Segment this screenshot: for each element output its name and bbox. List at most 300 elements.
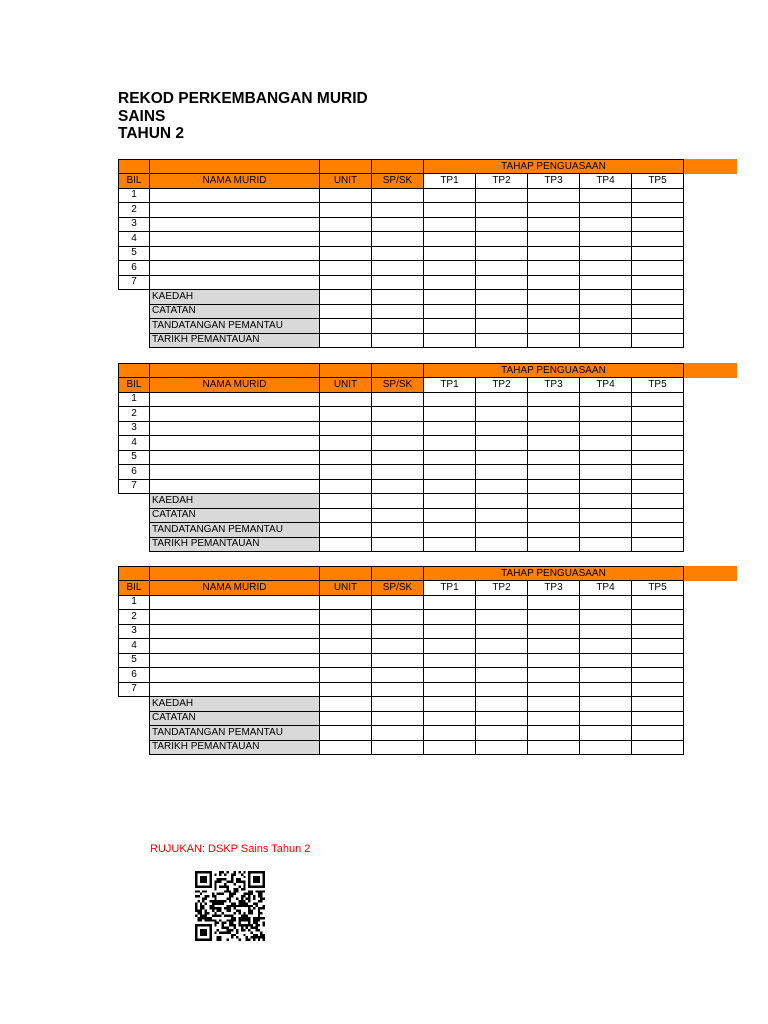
meta-tp4-cell[interactable]	[580, 290, 632, 305]
tp1-cell[interactable]	[424, 436, 476, 451]
meta-unit-cell[interactable]	[320, 740, 372, 755]
meta-tp4-cell[interactable]	[580, 523, 632, 538]
tp4-cell[interactable]	[580, 682, 632, 697]
sp-sk-cell[interactable]	[372, 421, 424, 436]
tp2-cell[interactable]	[476, 392, 528, 407]
tp5-cell[interactable]	[632, 479, 684, 494]
meta-tp5-cell[interactable]	[632, 537, 684, 552]
meta-tp1-cell[interactable]	[424, 740, 476, 755]
student-name-cell[interactable]	[150, 653, 320, 668]
meta-tp2-cell[interactable]	[476, 494, 528, 509]
table-row	[119, 275, 684, 290]
unit-cell[interactable]	[320, 275, 372, 290]
meta-tp5-cell[interactable]	[632, 711, 684, 726]
table-row	[119, 682, 684, 697]
unit-cell[interactable]	[320, 682, 372, 697]
column-tp5: TP5	[632, 378, 684, 393]
sp-sk-cell[interactable]	[372, 653, 424, 668]
sp-sk-cell[interactable]	[372, 595, 424, 610]
meta-unit-cell[interactable]	[320, 697, 372, 712]
meta-tp1-cell[interactable]	[424, 537, 476, 552]
tp2-cell[interactable]	[476, 610, 528, 625]
unit-cell[interactable]	[320, 639, 372, 654]
column-tp1: TP1	[424, 581, 476, 596]
unit-cell[interactable]	[320, 465, 372, 480]
tp3-cell[interactable]	[528, 450, 580, 465]
tp3-cell[interactable]	[528, 436, 580, 451]
meta-label: TANDATANGAN PEMANTAU	[150, 319, 320, 334]
tp1-cell[interactable]	[424, 392, 476, 407]
meta-tp5-cell[interactable]	[632, 523, 684, 538]
student-name-cell[interactable]	[150, 203, 320, 218]
tp3-cell[interactable]	[528, 188, 580, 203]
unit-cell[interactable]	[320, 421, 372, 436]
meta-tp2-cell[interactable]	[476, 726, 528, 741]
row-number: 5	[119, 653, 150, 668]
tp5-cell[interactable]	[632, 407, 684, 422]
unit-cell[interactable]	[320, 653, 372, 668]
meta-tp2-cell[interactable]	[476, 740, 528, 755]
meta-tp5-cell[interactable]	[632, 333, 684, 348]
meta-tp4-cell[interactable]	[580, 508, 632, 523]
unit-cell[interactable]	[320, 188, 372, 203]
meta-tp3-cell[interactable]	[528, 319, 580, 334]
tp3-cell[interactable]	[528, 203, 580, 218]
unit-cell[interactable]	[320, 392, 372, 407]
column-nama-murid: NAMA MURID	[150, 581, 320, 596]
sp-sk-cell[interactable]	[372, 217, 424, 232]
student-name-cell[interactable]	[150, 668, 320, 683]
meta-tp5-cell[interactable]	[632, 740, 684, 755]
tp5-cell[interactable]	[632, 275, 684, 290]
meta-tp2-cell[interactable]	[476, 537, 528, 552]
row-number: 1	[119, 392, 150, 407]
student-name-cell[interactable]	[150, 217, 320, 232]
tp3-cell[interactable]	[528, 407, 580, 422]
tp5-cell[interactable]	[632, 450, 684, 465]
meta-sp-sk-cell[interactable]	[372, 697, 424, 712]
tp2-cell[interactable]	[476, 668, 528, 683]
tp5-cell[interactable]	[632, 595, 684, 610]
meta-tp3-cell[interactable]	[528, 304, 580, 319]
empty-bil-cell	[119, 494, 150, 509]
meta-tp1-cell[interactable]	[424, 697, 476, 712]
sp-sk-cell[interactable]	[372, 275, 424, 290]
meta-tp5-cell[interactable]	[632, 508, 684, 523]
tp4-cell[interactable]	[580, 436, 632, 451]
tp1-cell[interactable]	[424, 682, 476, 697]
tp4-cell[interactable]	[580, 450, 632, 465]
tp5-cell[interactable]	[632, 261, 684, 276]
meta-tp3-cell[interactable]	[528, 697, 580, 712]
tp1-cell[interactable]	[424, 624, 476, 639]
table-row	[119, 407, 684, 422]
meta-label: CATATAN	[150, 711, 320, 726]
tp1-cell[interactable]	[424, 261, 476, 276]
sp-sk-cell[interactable]	[372, 188, 424, 203]
tp2-cell[interactable]	[476, 246, 528, 261]
meta-unit-cell[interactable]	[320, 319, 372, 334]
tp3-cell[interactable]	[528, 421, 580, 436]
tp4-cell[interactable]	[580, 246, 632, 261]
meta-row	[119, 740, 684, 755]
meta-tp3-cell[interactable]	[528, 290, 580, 305]
meta-unit-cell[interactable]	[320, 508, 372, 523]
meta-tp1-cell[interactable]	[424, 290, 476, 305]
empty-bil-cell	[119, 697, 150, 712]
meta-tp2-cell[interactable]	[476, 711, 528, 726]
tp5-cell[interactable]	[632, 653, 684, 668]
tp2-cell[interactable]	[476, 595, 528, 610]
tp5-cell[interactable]	[632, 465, 684, 480]
student-name-cell[interactable]	[150, 261, 320, 276]
table-row	[119, 203, 684, 218]
meta-label: TARIKH PEMANTAUAN	[150, 333, 320, 348]
tp3-cell[interactable]	[528, 261, 580, 276]
tp3-cell[interactable]	[528, 232, 580, 247]
title-line-1: REKOD PERKEMBANGAN MURID	[118, 90, 368, 107]
tp1-cell[interactable]	[424, 668, 476, 683]
tp2-cell[interactable]	[476, 421, 528, 436]
sp-sk-cell[interactable]	[372, 465, 424, 480]
meta-tp3-cell[interactable]	[528, 711, 580, 726]
meta-unit-cell[interactable]	[320, 711, 372, 726]
sp-sk-cell[interactable]	[372, 261, 424, 276]
meta-tp4-cell[interactable]	[580, 697, 632, 712]
meta-label: CATATAN	[150, 508, 320, 523]
meta-tp1-cell[interactable]	[424, 508, 476, 523]
column-unit: UNIT	[320, 174, 372, 189]
tp5-cell[interactable]	[632, 232, 684, 247]
student-name-cell[interactable]	[150, 479, 320, 494]
sp-sk-cell[interactable]	[372, 232, 424, 247]
sp-sk-cell[interactable]	[372, 203, 424, 218]
meta-tp5-cell[interactable]	[632, 726, 684, 741]
tp4-cell[interactable]	[580, 421, 632, 436]
sp-sk-cell[interactable]	[372, 407, 424, 422]
tp3-cell[interactable]	[528, 479, 580, 494]
meta-tp4-cell[interactable]	[580, 319, 632, 334]
unit-cell[interactable]	[320, 436, 372, 451]
tp4-cell[interactable]	[580, 392, 632, 407]
meta-sp-sk-cell[interactable]	[372, 333, 424, 348]
unit-cell[interactable]	[320, 595, 372, 610]
meta-tp1-cell[interactable]	[424, 711, 476, 726]
meta-sp-sk-cell[interactable]	[372, 304, 424, 319]
tp4-cell[interactable]	[580, 188, 632, 203]
tp3-cell[interactable]	[528, 610, 580, 625]
column-tp2: TP2	[476, 378, 528, 393]
tp4-cell[interactable]	[580, 639, 632, 654]
tp1-cell[interactable]	[424, 610, 476, 625]
student-name-cell[interactable]	[150, 392, 320, 407]
tp3-cell[interactable]	[528, 682, 580, 697]
tp2-cell[interactable]	[476, 639, 528, 654]
row-number: 4	[119, 232, 150, 247]
unit-cell[interactable]	[320, 479, 372, 494]
empty-bil-cell	[119, 333, 150, 348]
meta-unit-cell[interactable]	[320, 523, 372, 538]
meta-tp5-cell[interactable]	[632, 304, 684, 319]
meta-row	[119, 726, 684, 741]
tp2-cell[interactable]	[476, 203, 528, 218]
tp2-cell[interactable]	[476, 436, 528, 451]
column-tp3: TP3	[528, 581, 580, 596]
meta-row	[119, 290, 684, 305]
tp1-cell[interactable]	[424, 217, 476, 232]
tp3-cell[interactable]	[528, 653, 580, 668]
table-row	[119, 479, 684, 494]
bil-header-cell	[119, 160, 150, 174]
document-title	[118, 90, 368, 143]
meta-tp4-cell[interactable]	[580, 333, 632, 348]
meta-tp3-cell[interactable]	[528, 523, 580, 538]
table-row	[119, 610, 684, 625]
tp5-cell[interactable]	[632, 246, 684, 261]
tp5-cell[interactable]	[632, 436, 684, 451]
tp1-cell[interactable]	[424, 421, 476, 436]
tp5-cell[interactable]	[632, 682, 684, 697]
meta-label: TARIKH PEMANTAUAN	[150, 537, 320, 552]
meta-tp3-cell[interactable]	[528, 740, 580, 755]
meta-tp2-cell[interactable]	[476, 333, 528, 348]
meta-tp4-cell[interactable]	[580, 304, 632, 319]
tp1-cell[interactable]	[424, 653, 476, 668]
sp-sk-cell[interactable]	[372, 246, 424, 261]
meta-tp2-cell[interactable]	[476, 697, 528, 712]
tp1-cell[interactable]	[424, 232, 476, 247]
table-row	[119, 188, 684, 203]
meta-sp-sk-cell[interactable]	[372, 711, 424, 726]
tp1-cell[interactable]	[424, 595, 476, 610]
sp-sk-cell[interactable]	[372, 624, 424, 639]
meta-unit-cell[interactable]	[320, 304, 372, 319]
meta-tp1-cell[interactable]	[424, 304, 476, 319]
meta-unit-cell[interactable]	[320, 537, 372, 552]
sp-sk-cell[interactable]	[372, 668, 424, 683]
tp5-cell[interactable]	[632, 188, 684, 203]
tp3-cell[interactable]	[528, 275, 580, 290]
tp4-cell[interactable]	[580, 653, 632, 668]
unit-cell[interactable]	[320, 624, 372, 639]
meta-tp4-cell[interactable]	[580, 537, 632, 552]
meta-unit-cell[interactable]	[320, 494, 372, 509]
row-number: 3	[119, 217, 150, 232]
tp2-cell[interactable]	[476, 465, 528, 480]
meta-sp-sk-cell[interactable]	[372, 508, 424, 523]
tp5-cell[interactable]	[632, 217, 684, 232]
tp1-cell[interactable]	[424, 246, 476, 261]
unit-cell[interactable]	[320, 610, 372, 625]
meta-tp2-cell[interactable]	[476, 319, 528, 334]
unit-cell[interactable]	[320, 217, 372, 232]
unit-cell[interactable]	[320, 407, 372, 422]
row-number: 2	[119, 610, 150, 625]
student-name-cell[interactable]	[150, 407, 320, 422]
tp2-cell[interactable]	[476, 624, 528, 639]
tp4-cell[interactable]	[580, 217, 632, 232]
sp-sk-cell[interactable]	[372, 479, 424, 494]
row-number: 3	[119, 421, 150, 436]
unit-cell[interactable]	[320, 246, 372, 261]
tp2-cell[interactable]	[476, 232, 528, 247]
tp3-cell[interactable]	[528, 217, 580, 232]
meta-sp-sk-cell[interactable]	[372, 290, 424, 305]
tp1-cell[interactable]	[424, 639, 476, 654]
unit-cell[interactable]	[320, 232, 372, 247]
student-name-cell[interactable]	[150, 595, 320, 610]
tp2-cell[interactable]	[476, 682, 528, 697]
meta-tp1-cell[interactable]	[424, 726, 476, 741]
meta-tp4-cell[interactable]	[580, 726, 632, 741]
meta-tp3-cell[interactable]	[528, 508, 580, 523]
meta-label: KAEDAH	[150, 697, 320, 712]
tp4-cell[interactable]	[580, 261, 632, 276]
student-name-cell[interactable]	[150, 246, 320, 261]
tp4-cell[interactable]	[580, 275, 632, 290]
student-name-cell[interactable]	[150, 421, 320, 436]
meta-tp3-cell[interactable]	[528, 494, 580, 509]
meta-tp3-cell[interactable]	[528, 333, 580, 348]
tp4-cell[interactable]	[580, 624, 632, 639]
student-name-cell[interactable]	[150, 275, 320, 290]
meta-tp5-cell[interactable]	[632, 290, 684, 305]
meta-tp5-cell[interactable]	[632, 697, 684, 712]
sp-sk-cell[interactable]	[372, 639, 424, 654]
tp1-cell[interactable]	[424, 450, 476, 465]
meta-unit-cell[interactable]	[320, 333, 372, 348]
tp2-cell[interactable]	[476, 261, 528, 276]
meta-sp-sk-cell[interactable]	[372, 537, 424, 552]
meta-sp-sk-cell[interactable]	[372, 726, 424, 741]
meta-tp3-cell[interactable]	[528, 726, 580, 741]
row-number: 6	[119, 668, 150, 683]
tp5-cell[interactable]	[632, 668, 684, 683]
meta-tp1-cell[interactable]	[424, 523, 476, 538]
empty-bil-cell	[119, 319, 150, 334]
tp2-cell[interactable]	[476, 217, 528, 232]
tp4-cell[interactable]	[580, 465, 632, 480]
meta-label: TARIKH PEMANTAUAN	[150, 740, 320, 755]
tp4-cell[interactable]	[580, 479, 632, 494]
tp4-cell[interactable]	[580, 232, 632, 247]
tp2-cell[interactable]	[476, 407, 528, 422]
tp1-cell[interactable]	[424, 203, 476, 218]
meta-tp1-cell[interactable]	[424, 333, 476, 348]
tp1-cell[interactable]	[424, 407, 476, 422]
meta-sp-sk-cell[interactable]	[372, 494, 424, 509]
sp-sk-cell[interactable]	[372, 682, 424, 697]
table-row	[119, 261, 684, 276]
tp5-cell[interactable]	[632, 203, 684, 218]
tp1-cell[interactable]	[424, 188, 476, 203]
tp4-cell[interactable]	[580, 668, 632, 683]
tp3-cell[interactable]	[528, 595, 580, 610]
tp4-cell[interactable]	[580, 610, 632, 625]
student-name-cell[interactable]	[150, 188, 320, 203]
tp3-cell[interactable]	[528, 668, 580, 683]
tp3-cell[interactable]	[528, 639, 580, 654]
meta-row	[119, 711, 684, 726]
meta-tp5-cell[interactable]	[632, 319, 684, 334]
unit-cell[interactable]	[320, 668, 372, 683]
header-orange-extension	[684, 566, 737, 581]
meta-row	[119, 508, 684, 523]
sp-sk-cell[interactable]	[372, 450, 424, 465]
unit-cell[interactable]	[320, 203, 372, 218]
student-name-cell[interactable]	[150, 639, 320, 654]
tp3-cell[interactable]	[528, 392, 580, 407]
meta-tp2-cell[interactable]	[476, 290, 528, 305]
spsk-header-cell	[372, 160, 424, 174]
meta-tp1-cell[interactable]	[424, 494, 476, 509]
student-name-cell[interactable]	[150, 682, 320, 697]
row-number: 7	[119, 479, 150, 494]
student-name-cell[interactable]	[150, 436, 320, 451]
sp-sk-cell[interactable]	[372, 610, 424, 625]
meta-tp4-cell[interactable]	[580, 494, 632, 509]
tp5-cell[interactable]	[632, 392, 684, 407]
column-unit: UNIT	[320, 581, 372, 596]
meta-tp4-cell[interactable]	[580, 740, 632, 755]
meta-tp2-cell[interactable]	[476, 508, 528, 523]
meta-sp-sk-cell[interactable]	[372, 319, 424, 334]
meta-tp2-cell[interactable]	[476, 523, 528, 538]
meta-unit-cell[interactable]	[320, 290, 372, 305]
tp2-cell[interactable]	[476, 275, 528, 290]
tp2-cell[interactable]	[476, 450, 528, 465]
meta-row	[119, 537, 684, 552]
student-name-cell[interactable]	[150, 610, 320, 625]
unit-header-cell	[320, 160, 372, 174]
unit-cell[interactable]	[320, 450, 372, 465]
tp2-cell[interactable]	[476, 653, 528, 668]
tp4-cell[interactable]	[580, 203, 632, 218]
meta-tp2-cell[interactable]	[476, 304, 528, 319]
meta-sp-sk-cell[interactable]	[372, 740, 424, 755]
table-row	[119, 639, 684, 654]
sp-sk-cell[interactable]	[372, 436, 424, 451]
sp-sk-cell[interactable]	[372, 392, 424, 407]
meta-tp5-cell[interactable]	[632, 494, 684, 509]
meta-row	[119, 523, 684, 538]
meta-tp4-cell[interactable]	[580, 711, 632, 726]
tp2-cell[interactable]	[476, 479, 528, 494]
tp2-cell[interactable]	[476, 188, 528, 203]
student-name-cell[interactable]	[150, 465, 320, 480]
tp3-cell[interactable]	[528, 465, 580, 480]
tp5-cell[interactable]	[632, 624, 684, 639]
meta-sp-sk-cell[interactable]	[372, 523, 424, 538]
meta-tp3-cell[interactable]	[528, 537, 580, 552]
tp3-cell[interactable]	[528, 624, 580, 639]
tp1-cell[interactable]	[424, 465, 476, 480]
meta-unit-cell[interactable]	[320, 726, 372, 741]
tp3-cell[interactable]	[528, 246, 580, 261]
tp5-cell[interactable]	[632, 421, 684, 436]
tp4-cell[interactable]	[580, 595, 632, 610]
tp4-cell[interactable]	[580, 407, 632, 422]
student-name-cell[interactable]	[150, 450, 320, 465]
unit-cell[interactable]	[320, 261, 372, 276]
student-name-cell[interactable]	[150, 624, 320, 639]
tp5-cell[interactable]	[632, 639, 684, 654]
tp1-cell[interactable]	[424, 275, 476, 290]
meta-tp1-cell[interactable]	[424, 319, 476, 334]
tp1-cell[interactable]	[424, 479, 476, 494]
student-name-cell[interactable]	[150, 232, 320, 247]
tp5-cell[interactable]	[632, 610, 684, 625]
